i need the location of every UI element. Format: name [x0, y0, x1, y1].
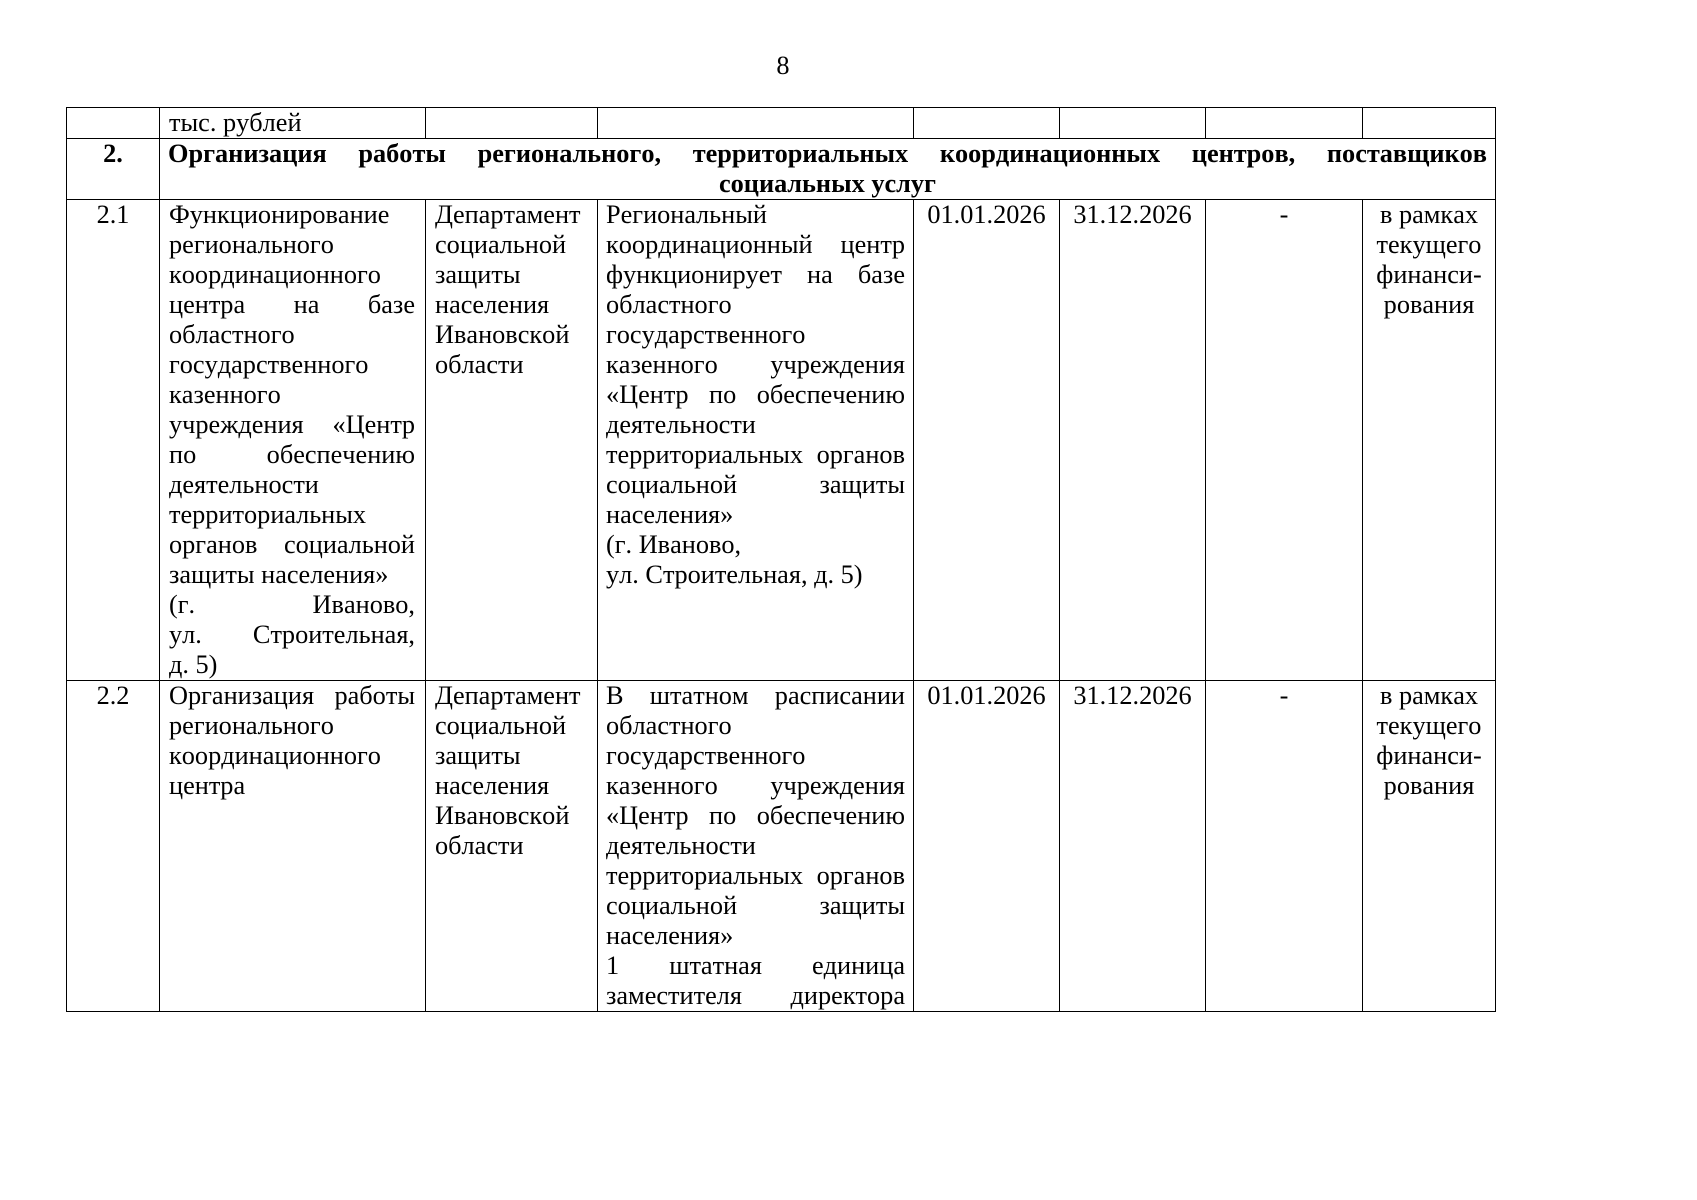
result-paragraph: Региональный координационный центр функционирует на базе областного государственного казенного учреждения «Центр по обеспечению деятельности территориальных органов социальной защиты населения»: [606, 200, 905, 529]
start-date: 01.01.2026: [914, 681, 1060, 1012]
carryover-empty-cell: [1060, 108, 1206, 139]
carryover-empty-cell: [598, 108, 914, 139]
activity-paragraph: Функционирование регионального координационного центра на базе областного государственного казенного учреждения «Центр по обеспечению деятельности территориальных органов социальной защиты населения»: [169, 200, 415, 589]
table-row: [67, 681, 1496, 1012]
responsible-executor: Департамент социальной защиты населения Ивановской области: [426, 200, 598, 681]
result-paragraph: В штатном расписании областного государственного казенного учреждения «Центр по обеспечению деятельности территориальных органов социальной защиты населения»: [606, 681, 905, 950]
activity-address: (г. Иваново, ул. Строительная, д. 5): [169, 590, 415, 679]
result-address-city: (г. Иваново,: [606, 530, 742, 559]
responsible-executor: Департамент социальной защиты населения Ивановской области: [426, 681, 598, 1012]
activity-plan-table: [66, 107, 1496, 1012]
start-date: 01.01.2026: [914, 200, 1060, 681]
result-address-street: ул. Строительная, д. 5): [606, 560, 863, 589]
section-number: 2.: [67, 139, 160, 200]
carryover-empty-cell: [914, 108, 1060, 139]
carryover-empty-cell: [426, 108, 598, 139]
carryover-number-cell: [67, 108, 160, 139]
carryover-empty-cell: [1363, 108, 1496, 139]
activity-cell: [160, 681, 426, 1012]
table-row: [67, 200, 1496, 681]
funding-source: в рамках текущего финанси-рования: [1363, 200, 1496, 681]
table-row-carryover: [67, 108, 1496, 139]
section-row: [67, 139, 1496, 200]
section-title: Организация работы регионального, территориальных координационных центров, поставщиков социальных услуг: [160, 139, 1496, 200]
funding-amount: -: [1206, 200, 1363, 681]
end-date: 31.12.2026: [1060, 681, 1206, 1012]
activity-paragraph: Организация работы регионального координационного центра: [169, 681, 415, 800]
funding-amount: -: [1206, 681, 1363, 1012]
carryover-empty-cell: [1206, 108, 1363, 139]
end-date: 31.12.2026: [1060, 200, 1206, 681]
result-cell: [598, 681, 914, 1012]
item-number: 2.1: [67, 200, 160, 681]
funding-source: в рамках текущего финанси-рования: [1363, 681, 1496, 1012]
page-number: 8: [776, 51, 790, 80]
unit-label: тыс. рублей: [169, 108, 302, 137]
activity-cell: [160, 200, 426, 681]
result-cell: [598, 200, 914, 681]
result-paragraph-continued: 1 штатная единица заместителя директора: [606, 951, 905, 1010]
carryover-unit-cell: [160, 108, 426, 139]
item-number: 2.2: [67, 681, 160, 1012]
